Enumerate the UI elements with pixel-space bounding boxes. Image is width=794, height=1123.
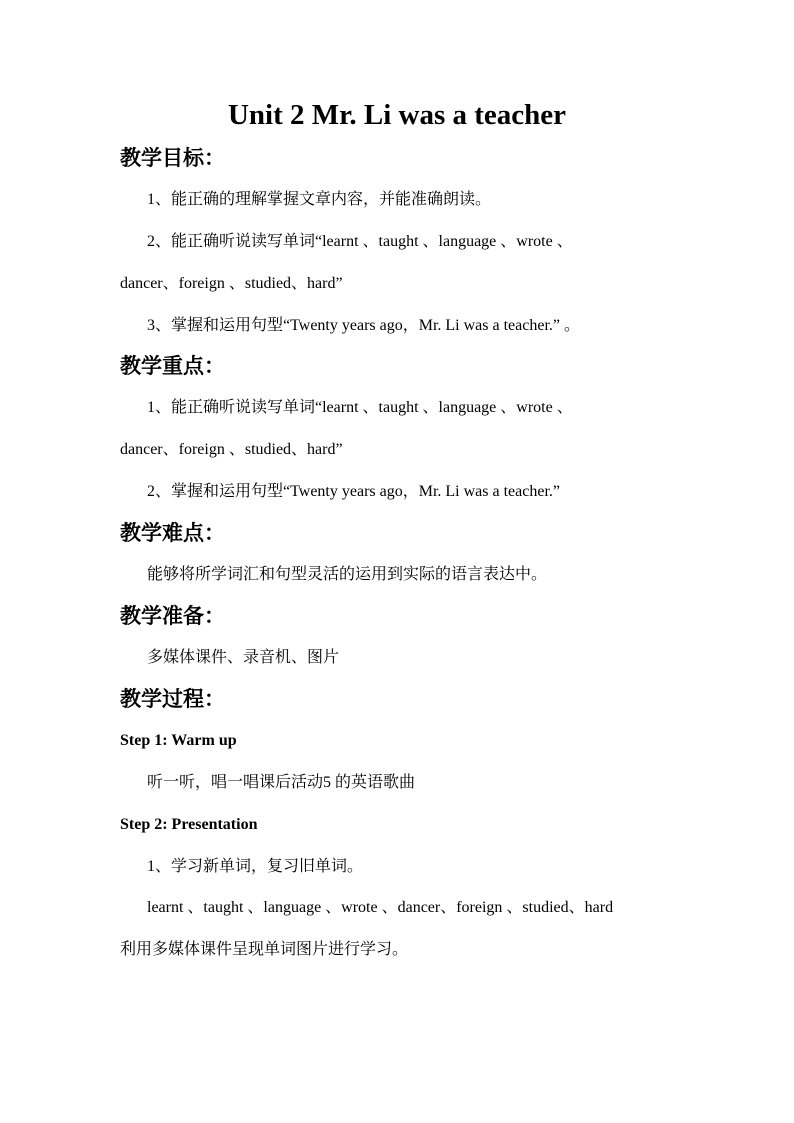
step-2-item-1: 1、学习新单词，复习旧单词。	[147, 858, 364, 875]
objectives-item-2-line-2: dancer、foreign 、studied、hard”	[120, 275, 343, 292]
difficulties-heading: 教学难点：	[120, 521, 225, 545]
objectives-item-1: 1、能正确的理解掌握文章内容，并能准确朗读。	[147, 191, 492, 208]
preparation-heading: 教学准备：	[120, 604, 225, 628]
objectives-item-2-line-1: 2、能正确听说读写单词“learnt 、taught 、language 、wrote 、	[147, 233, 573, 250]
key-points-item-1-line-2: dancer、foreign 、studied、hard”	[120, 441, 343, 458]
objectives-item-3: 3、掌握和运用句型“Twenty years ago，Mr. Li was a teacher.” 。	[147, 317, 580, 334]
key-points-heading: 教学重点：	[120, 354, 225, 378]
step-1-label: Step 1: Warm up	[120, 732, 237, 749]
difficulties-text: 能够将所学词汇和句型灵活的运用到实际的语言表达中。	[147, 566, 548, 583]
process-heading: 教学过程：	[120, 687, 225, 711]
step-1-text: 听一听，唱一唱课后活动5 的英语歌曲	[147, 774, 416, 791]
key-points-item-2: 2、掌握和运用句型“Twenty years ago，Mr. Li was a teacher.”	[147, 483, 560, 500]
step-2-note: 利用多媒体课件呈现单词图片进行学习。	[120, 941, 409, 958]
preparation-text: 多媒体课件、录音机、图片	[147, 649, 340, 666]
objectives-heading: 教学目标：	[120, 146, 225, 170]
key-points-item-1-line-1: 1、能正确听说读写单词“learnt 、taught 、language 、wrote 、	[147, 399, 573, 416]
document-title: Unit 2 Mr. Li was a teacher	[227, 99, 567, 131]
step-2-label: Step 2: Presentation	[120, 816, 258, 833]
step-2-words: learnt 、taught 、language 、wrote 、dancer、foreign 、studied、hard	[147, 899, 614, 916]
